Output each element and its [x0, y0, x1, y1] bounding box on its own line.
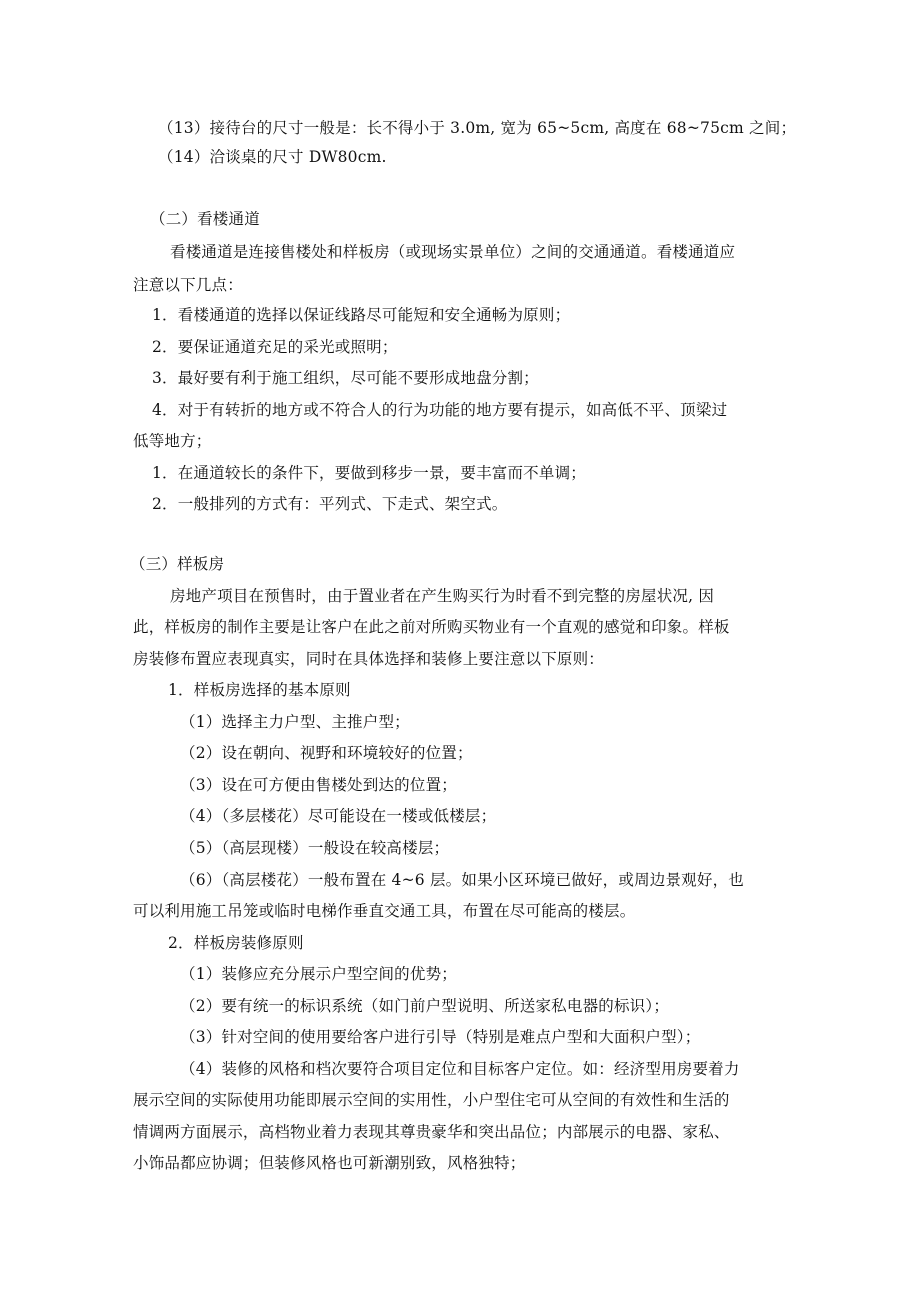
section-3-sub-2-item-1: （1）装修应充分展示户型空间的优势；	[180, 965, 457, 983]
item-13-text: （13）接待台的尺寸一般是：长不得小于 3.0m, 宽为 65~5cm, 高度在 68~75cm 之间；	[158, 119, 797, 137]
section-3-sub-1-heading: 1．样板房选择的基本原则	[168, 681, 351, 699]
section-3-intro-line-1: 房地产项目在预售时，由于置业者在产生购买行为时看不到完整的房屋状况, 因	[170, 587, 715, 605]
section-3-sub-2-item-3: （3）针对空间的使用要给客户进行引导（特别是难点户型和大面积户型）；	[180, 1028, 701, 1046]
section-2-point-5: 1．在通道较长的条件下，要做到移步一景，要丰富而不单调；	[152, 464, 586, 482]
section-3-intro-line-2: 此，样板房的制作主要是让客户在此之前对所购买物业有一个直观的感觉和印象。样板	[133, 618, 730, 636]
section-3-sub-2-item-2: （2）要有统一的标识系统（如门前户型说明、所送家私电器的标识）；	[180, 997, 670, 1015]
section-3-sub-2-item-4-line-2: 展示空间的实际使用功能即展示空间的实用性，小户型住宅可从空间的有效性和生活的	[133, 1091, 730, 1109]
section-2-point-6: 2．一般排列的方式有：平列式、下走式、架空式。	[152, 495, 508, 513]
section-3-sub-2-heading: 2．样板房装修原则	[168, 934, 304, 952]
section-3-sub-1-item-3: （3）设在可方便由售楼处到达的位置；	[180, 776, 457, 794]
section-2-point-3: 3．最好要有利于施工组织，尽可能不要形成地盘分割；	[152, 369, 539, 387]
section-3-sub-1-item-5: （5）（高层现楼）一般设在较高楼层；	[180, 839, 450, 857]
section-3-sub-1-item-6-line-2: 可以利用施工吊笼或临时电梯作垂直交通工具，布置在尽可能高的楼层。	[133, 902, 636, 920]
section-3-sub-2-item-4-line-3: 情调两方面展示，高档物业着力表现其尊贵豪华和突出品位；内部展示的电器、家私、	[133, 1123, 730, 1141]
section-3-sub-1-item-1: （1）选择主力户型、主推户型；	[180, 713, 410, 731]
section-3-sub-1-item-6-line-1: （6）（高层楼花）一般布置在 4~6 层。如果小区环境已做好，或周边景观好，也	[180, 871, 744, 889]
section-2-intro-line-2: 注意以下几点：	[133, 276, 243, 294]
section-3-heading: （三）样板房	[130, 555, 225, 573]
section-3-sub-2-item-4-line-4: 小饰品都应协调；但装修风格也可新潮别致，风格独特；	[133, 1154, 526, 1172]
section-2-point-2: 2．要保证通道充足的采光或照明；	[152, 338, 398, 356]
section-3-intro-line-3: 房装修布置应表现真实，同时在具体选择和装修上要注意以下原则：	[133, 650, 605, 668]
section-2-point-4-line-2: 低等地方；	[133, 432, 212, 450]
section-2-point-1: 1．看楼通道的选择以保证线路尽可能短和安全通畅为原则；	[152, 306, 571, 324]
section-2-heading: （二）看楼通道	[150, 210, 260, 228]
section-3-sub-2-item-4-line-1: （4）装修的风格和档次要符合项目定位和目标客户定位。如：经济型用房要着力	[180, 1060, 740, 1078]
section-3-sub-1-item-2: （2）设在朝向、视野和环境较好的位置；	[180, 744, 473, 762]
section-3-sub-1-item-4: （4）（多层楼花）尽可能设在一楼或低楼层；	[180, 807, 497, 825]
section-2-intro-line-1: 看楼通道是连接售楼处和样板房（或现场实景单位）之间的交通通道。看楼通道应	[170, 243, 736, 261]
item-14-text: （14）洽谈桌的尺寸 DW80cm.	[158, 148, 387, 166]
section-2-point-4-line-1: 4．对于有转折的地方或不符合人的行为功能的地方要有提示，如高低不平、顶梁过	[152, 401, 728, 419]
